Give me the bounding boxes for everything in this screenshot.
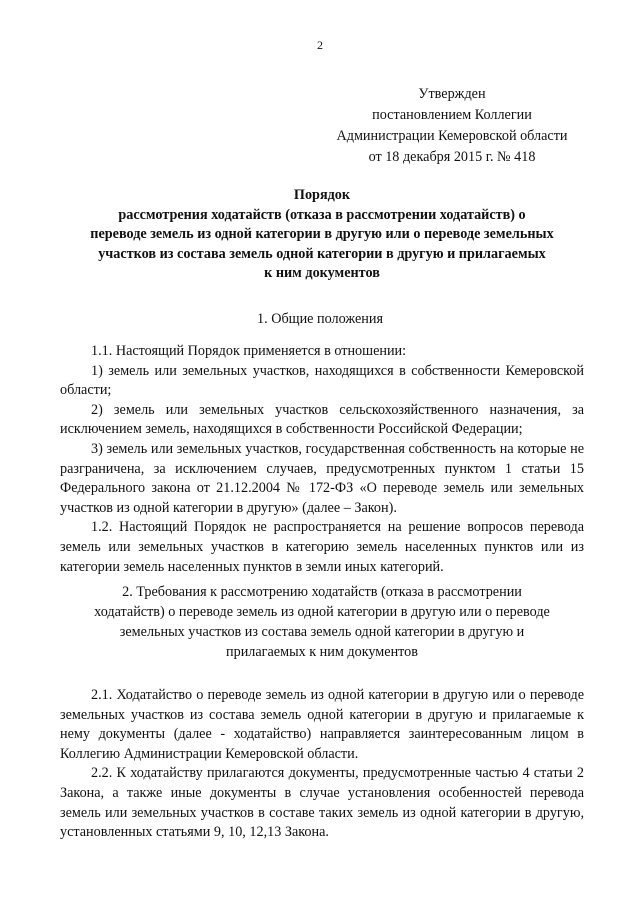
section-2-heading [60,582,584,662]
title-line: рассмотрения ходатайств (отказа в рассмотрении ходатайств) о [118,206,526,223]
section-2-heading-line: земельных участков из состава земель одной категории в другую и [119,624,525,640]
approval-line: Администрации Кемеровской области [336,128,568,144]
approval-line: постановлением Коллегии [372,107,532,123]
paragraph-2-1: 2.1. Ходатайство о переводе земель из одной категории в другую или о переводе земельных участков из состава земель одной категории в другую и прилагаемые к нему документы (далее - ходатайство) направляется заинтересованным лицом в Коллегию Администрации Кемеровской области. [60,687,584,762]
title-line: Порядок [293,187,351,203]
paragraph-1-1-item-2: 2) земель или земельных участков сельскохозяйственного назначения, за исключением земель, находящихся в собственности Российской Федерации; [60,401,584,438]
approval-block [318,84,586,168]
title-line: переводе земель из одной категории в другую или о переводе земельных [90,226,554,242]
approval-line: от 18 декабря 2015 г. № 418 [368,149,536,165]
paragraph-1-1-item-1: 1) земель или земельных участков, находящихся в собственности Кемеровской области; [60,362,584,399]
paragraph-2-2: 2.2. К ходатайству прилагаются документы, предусмотренные частью 4 статьи 2 Закона, а также иные документы в случае установления особенностей перевода земель или земельных участков в составе таких земель из одной категории в другую, установленных статьями 9, 10, 12,13 Закона. [60,765,584,841]
document-title [60,186,584,284]
section-2-heading-line: прилагаемых к ним документов [226,644,418,660]
title-line: участков из состава земель одной категории в другую и прилагаемых [98,245,546,262]
section-2-heading-line: ходатайств) о переводе земель из одной категории в другую или о переводе [94,604,550,620]
paragraph-1-1: 1.1. Настоящий Порядок применяется в отношении: [91,343,407,359]
section-2-body [60,686,584,843]
approval-line: Утвержден [418,86,486,102]
paragraph-1-1-item-3: 3) земель или земельных участков, государственная собственность на которые не разграничена, за исключением случаев, предусмотренных пунктом 1 статьи 15 Федерального закона от 21.12.2004 № 172-ФЗ «О переводе земель или земельных участков из одной категории в другую» (далее – Закон). [60,440,584,516]
section-2-heading-line: 2. Требования к рассмотрению ходатайств (отказа в рассмотрении [122,584,522,600]
paragraph-1-2: 1.2. Настоящий Порядок не распространяется на решение вопросов перевода земель или земельных участков в категорию земель населенных пунктов или из категории земель населенных пунктов в земли иных категорий. [60,519,584,575]
section-1-heading: 1. Общие положения [257,311,383,327]
page-number: 2 [317,38,323,52]
title-line: к ним документов [264,265,380,281]
section-1-body [60,342,584,577]
